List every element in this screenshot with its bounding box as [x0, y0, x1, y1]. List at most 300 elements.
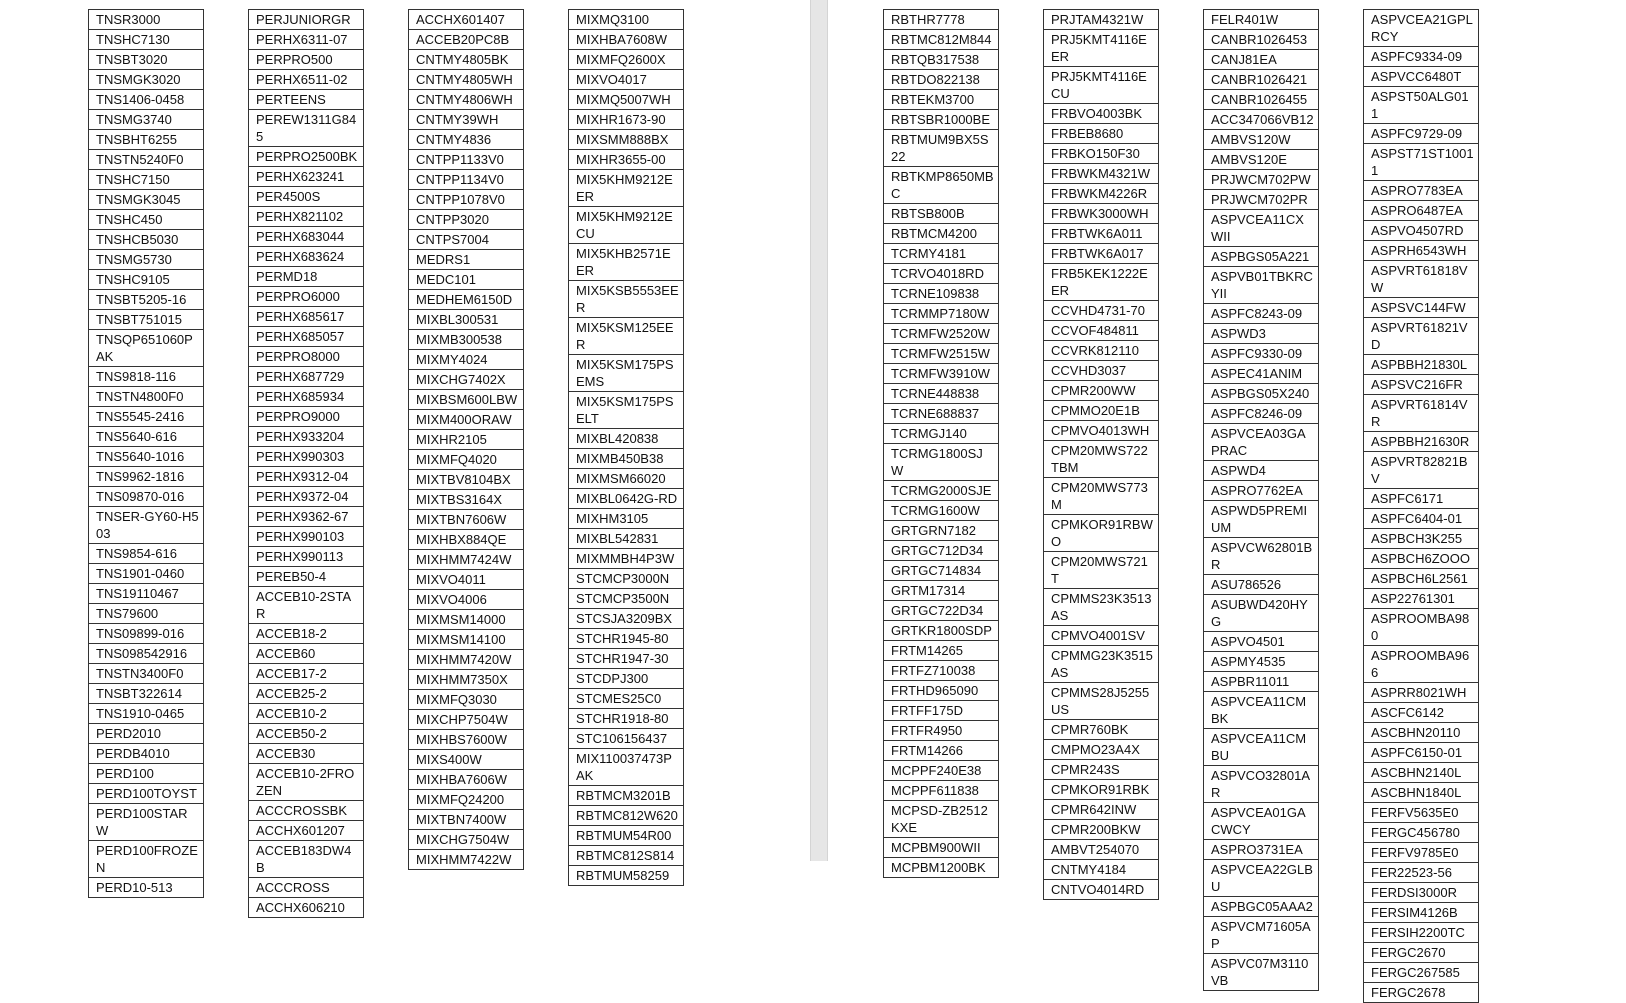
- table-row: [409, 30, 524, 50]
- table-row: [1204, 324, 1319, 344]
- table-row: [409, 510, 524, 530]
- code-cell: TCRMGJ140: [884, 424, 999, 444]
- table-row: [249, 247, 364, 267]
- code-column-3: [408, 9, 524, 870]
- code-cell: ASPBR11011: [1204, 672, 1319, 692]
- table-row: [569, 749, 684, 786]
- table-row: [409, 150, 524, 170]
- table-row: [1204, 575, 1319, 595]
- table-row: [569, 90, 684, 110]
- table-row: [884, 204, 999, 224]
- table-row: [1364, 703, 1479, 723]
- code-cell: CPMR200BKW: [1044, 820, 1159, 840]
- table-row: [409, 190, 524, 210]
- table-row: [409, 790, 524, 810]
- table-row: [1364, 47, 1479, 67]
- code-cell: TNSR3000: [89, 10, 204, 30]
- code-cell: TNS19110467: [89, 584, 204, 604]
- code-cell: ASPMY4535: [1204, 652, 1319, 672]
- table-row: [1044, 840, 1159, 860]
- table-row: [409, 610, 524, 630]
- table-row: [1364, 298, 1479, 318]
- code-cell: TCRMFW2515W: [884, 344, 999, 364]
- table-row: [884, 444, 999, 481]
- code-cell: MIXMQ3100: [569, 10, 684, 30]
- table-row: [1204, 424, 1319, 461]
- table-row: [1364, 803, 1479, 823]
- code-cell: MIXMSM66020: [569, 469, 684, 489]
- code-cell: CNTVO4014RD: [1044, 880, 1159, 900]
- table-row: [409, 650, 524, 670]
- code-cell: TNSBT5205-16: [89, 290, 204, 310]
- table-row: [409, 570, 524, 590]
- code-cell: TNSMGK3045: [89, 190, 204, 210]
- code-cell: ASPVCEA22GLBU: [1204, 860, 1319, 897]
- code-cell: PERHX990113: [249, 547, 364, 567]
- code-cell: STCHR1918-80: [569, 709, 684, 729]
- code-cell: PERHX6511-02: [249, 70, 364, 90]
- code-cell: FRTFR4950: [884, 721, 999, 741]
- table-row: [1364, 963, 1479, 983]
- code-cell: FRBKO150F30: [1044, 144, 1159, 164]
- code-cell: TNSHC450: [89, 210, 204, 230]
- table-row: [884, 344, 999, 364]
- table-row: [569, 846, 684, 866]
- code-cell: ASPVB01TBKRCYII: [1204, 267, 1319, 304]
- code-cell: RBTHR7778: [884, 10, 999, 30]
- table-row: [1044, 184, 1159, 204]
- table-row: [1044, 441, 1159, 478]
- code-cell: ASPFC6171: [1364, 489, 1479, 509]
- table-row: [569, 866, 684, 886]
- code-cell: MIXMFQ24200: [409, 790, 524, 810]
- table-row: [1044, 626, 1159, 646]
- code-cell: MIX5KSM175PSEMS: [569, 355, 684, 392]
- code-cell: TNS1406-0458: [89, 90, 204, 110]
- code-cell: CNTMY4836: [409, 130, 524, 150]
- code-cell: ACCCROSS: [249, 878, 364, 898]
- table-row: [409, 70, 524, 90]
- table-row: [1204, 481, 1319, 501]
- table-row: [1364, 395, 1479, 432]
- table-row: [249, 110, 364, 147]
- table-row: [89, 447, 204, 467]
- code-cell: PERD100: [89, 764, 204, 784]
- table-row: [884, 167, 999, 204]
- code-cell: ASPWD3: [1204, 324, 1319, 344]
- table-row: [1364, 783, 1479, 803]
- table-row: [884, 561, 999, 581]
- code-cell: CANJ81EA: [1204, 50, 1319, 70]
- table-row: [249, 801, 364, 821]
- table-row: [1204, 70, 1319, 90]
- table-row: [1204, 304, 1319, 324]
- code-cell: PERHX683624: [249, 247, 364, 267]
- code-cell: PERHX990103: [249, 527, 364, 547]
- table-row: [409, 810, 524, 830]
- table-row: [249, 447, 364, 467]
- table-row: [1204, 90, 1319, 110]
- table-row: [89, 467, 204, 487]
- code-cell: MIXBL0642G-RD: [569, 489, 684, 509]
- table-row: [1204, 247, 1319, 267]
- table-row: [1364, 983, 1479, 1003]
- code-cell: ACCHX601407: [409, 10, 524, 30]
- table-row: [249, 347, 364, 367]
- code-cell: ASPVO4507RD: [1364, 221, 1479, 241]
- code-cell: CMPMO23A4X: [1044, 740, 1159, 760]
- code-cell: CPMR642INW: [1044, 800, 1159, 820]
- code-cell: ASP22761301: [1364, 589, 1479, 609]
- table-row: [409, 550, 524, 570]
- table-row: [409, 10, 524, 30]
- table-row: [89, 841, 204, 878]
- code-cell: PER4500S: [249, 187, 364, 207]
- table-row: [1204, 344, 1319, 364]
- document-page-right: [828, 0, 1626, 1000]
- code-cell: PERHX990303: [249, 447, 364, 467]
- table-row: [1364, 763, 1479, 783]
- code-cell: MIXBL420838: [569, 429, 684, 449]
- table-row: [409, 730, 524, 750]
- code-cell: CPMMS28J5255US: [1044, 683, 1159, 720]
- table-row: [569, 150, 684, 170]
- table-row: [1204, 267, 1319, 304]
- code-cell: ASPFC6150-01: [1364, 743, 1479, 763]
- code-cell: PERHX9312-04: [249, 467, 364, 487]
- table-row: [409, 630, 524, 650]
- table-row: [884, 90, 999, 110]
- code-cell: TCRNE688837: [884, 404, 999, 424]
- code-cell: ASPROOMBA980: [1364, 609, 1479, 646]
- table-row: [569, 449, 684, 469]
- table-row: [249, 644, 364, 664]
- table-row: [1364, 375, 1479, 395]
- table-row: [884, 284, 999, 304]
- code-cell: MIX5KHM9212ECU: [569, 207, 684, 244]
- code-cell: ASPVCEA01GACWCY: [1204, 803, 1319, 840]
- table-row: [409, 290, 524, 310]
- code-cell: CCVHD4731-70: [1044, 301, 1159, 321]
- code-cell: FERGC2670: [1364, 943, 1479, 963]
- table-row: [249, 684, 364, 704]
- code-cell: TNSQP651060PAK: [89, 330, 204, 367]
- code-cell: FRTM14266: [884, 741, 999, 761]
- table-row: [884, 30, 999, 50]
- code-cell: MIXBL300531: [409, 310, 524, 330]
- table-row: [89, 584, 204, 604]
- code-cell: ASCBHN2140L: [1364, 763, 1479, 783]
- code-cell: TNSHC9105: [89, 270, 204, 290]
- table-row: [89, 684, 204, 704]
- code-cell: MIXMQ5007WH: [569, 90, 684, 110]
- code-cell: TNSER-GY60-H503: [89, 507, 204, 544]
- code-cell: TCRNE448838: [884, 384, 999, 404]
- table-row: [1364, 883, 1479, 903]
- table-row: [569, 244, 684, 281]
- table-row: [249, 207, 364, 227]
- code-cell: PERDB4010: [89, 744, 204, 764]
- table-row: [569, 629, 684, 649]
- code-cell: TCRMFW2520W: [884, 324, 999, 344]
- code-cell: TNSMG3740: [89, 110, 204, 130]
- code-cell: MIXMB450B38: [569, 449, 684, 469]
- code-cell: RBTMUM9BX5S22: [884, 130, 999, 167]
- code-cell: ASPVRT82821BV: [1364, 452, 1479, 489]
- code-cell: MEDHEM6150D: [409, 290, 524, 310]
- table-row: [249, 764, 364, 801]
- table-row: [249, 30, 364, 50]
- table-row: [1204, 729, 1319, 766]
- code-cell: TNS098542916: [89, 644, 204, 664]
- code-cell: CNTMY39WH: [409, 110, 524, 130]
- table-row: [249, 624, 364, 644]
- code-cell: AMBVS120W: [1204, 130, 1319, 150]
- code-cell: ACCEB30: [249, 744, 364, 764]
- code-cell: ACC347066VB12: [1204, 110, 1319, 130]
- code-cell: TNSMGK3020: [89, 70, 204, 90]
- table-row: [89, 407, 204, 427]
- table-row: [1204, 632, 1319, 652]
- code-cell: ASPRO6487EA: [1364, 201, 1479, 221]
- code-cell: ASPWD5PREMIUM: [1204, 501, 1319, 538]
- table-row: [884, 661, 999, 681]
- code-cell: TNS09899-016: [89, 624, 204, 644]
- table-row: [409, 90, 524, 110]
- table-row: [569, 729, 684, 749]
- table-row: [1204, 538, 1319, 575]
- code-cell: GRTGC714834: [884, 561, 999, 581]
- code-cell: TNS9962-1816: [89, 467, 204, 487]
- table-row: [89, 644, 204, 664]
- code-cell: RBTMUM54R00: [569, 826, 684, 846]
- code-cell: ASPVRT61818VW: [1364, 261, 1479, 298]
- code-cell: TNSBHT6255: [89, 130, 204, 150]
- table-row: [249, 841, 364, 878]
- code-cell: MIXHR3655-00: [569, 150, 684, 170]
- table-row: [884, 621, 999, 641]
- code-cell: TNSTN5240F0: [89, 150, 204, 170]
- code-cell: ASPBBH21830L: [1364, 355, 1479, 375]
- table-row: [409, 770, 524, 790]
- code-cell: STCMCP3500N: [569, 589, 684, 609]
- table-row: [569, 649, 684, 669]
- code-cell: ASPBGS05A221: [1204, 247, 1319, 267]
- code-cell: PERHX687729: [249, 367, 364, 387]
- table-row: [249, 664, 364, 684]
- table-row: [1044, 860, 1159, 880]
- table-row: [884, 424, 999, 444]
- code-cell: ASPVCW62801BR: [1204, 538, 1319, 575]
- code-cell: MIX5KSB5553EER: [569, 281, 684, 318]
- table-row: [89, 210, 204, 230]
- code-cell: MIXHR2105: [409, 430, 524, 450]
- table-row: [249, 387, 364, 407]
- table-row: [89, 150, 204, 170]
- code-cell: CPMR200WW: [1044, 381, 1159, 401]
- table-row: [1044, 381, 1159, 401]
- table-row: [1044, 552, 1159, 589]
- code-cell: ASPVCC6480T: [1364, 67, 1479, 87]
- code-cell: FERFV5635E0: [1364, 803, 1479, 823]
- table-row: [884, 581, 999, 601]
- code-cell: AMBVS120E: [1204, 150, 1319, 170]
- code-cell: RBTMC812W620: [569, 806, 684, 826]
- code-cell: CCVHD3037: [1044, 361, 1159, 381]
- table-row: [409, 450, 524, 470]
- code-cell: MIXCHG7504W: [409, 830, 524, 850]
- table-row: [1364, 923, 1479, 943]
- code-cell: MIXHM3105: [569, 509, 684, 529]
- code-cell: ASPRR8021WH: [1364, 683, 1479, 703]
- code-cell: MIXCHG7402X: [409, 370, 524, 390]
- code-cell: CPM20MWS721T: [1044, 552, 1159, 589]
- code-cell: PERD100STARW: [89, 804, 204, 841]
- code-cell: PERD2010: [89, 724, 204, 744]
- code-cell: MIXSMM888BX: [569, 130, 684, 150]
- code-cell: MIXMY4024: [409, 350, 524, 370]
- code-cell: ASPRO3731EA: [1204, 840, 1319, 860]
- code-cell: PERMD18: [249, 267, 364, 287]
- code-cell: MIXHMM7420W: [409, 650, 524, 670]
- table-row: [1204, 364, 1319, 384]
- table-row: [1364, 10, 1479, 47]
- table-row: [89, 170, 204, 190]
- code-cell: FERGC456780: [1364, 823, 1479, 843]
- code-cell: FERGC267585: [1364, 963, 1479, 983]
- code-cell: FRBWKM4321W: [1044, 164, 1159, 184]
- table-row: [1204, 954, 1319, 991]
- table-row: [884, 701, 999, 721]
- code-cell: MIX5KSM175PSELT: [569, 392, 684, 429]
- table-row: [1364, 509, 1479, 529]
- code-cell: FERSIH2200TC: [1364, 923, 1479, 943]
- code-cell: PERPRO500: [249, 50, 364, 70]
- table-row: [1364, 609, 1479, 646]
- code-cell: MIXM400ORAW: [409, 410, 524, 430]
- table-row: [409, 250, 524, 270]
- code-cell: MIXVO4006: [409, 590, 524, 610]
- table-row: [1044, 301, 1159, 321]
- table-row: [249, 187, 364, 207]
- code-cell: MIXTBN7606W: [409, 510, 524, 530]
- code-cell: TNS09870-016: [89, 487, 204, 507]
- table-row: [884, 264, 999, 284]
- table-row: [249, 507, 364, 527]
- table-row: [249, 898, 364, 918]
- table-row: [89, 70, 204, 90]
- table-row: [409, 490, 524, 510]
- code-cell: RBTQB317538: [884, 50, 999, 70]
- table-row: [409, 590, 524, 610]
- code-cell: FRBVO4003BK: [1044, 104, 1159, 124]
- table-row: [1364, 124, 1479, 144]
- code-cell: PERHX821102: [249, 207, 364, 227]
- code-cell: FRTM14265: [884, 641, 999, 661]
- code-cell: STCMES25C0: [569, 689, 684, 709]
- table-row: [1204, 860, 1319, 897]
- table-row: [249, 487, 364, 507]
- table-row: [1044, 780, 1159, 800]
- code-cell: RBTMUM58259: [569, 866, 684, 886]
- code-cell: FRTHD965090: [884, 681, 999, 701]
- code-cell: STCHR1947-30: [569, 649, 684, 669]
- code-cell: PERHX933204: [249, 427, 364, 447]
- code-cell: CNTPP1134V0: [409, 170, 524, 190]
- code-cell: FRBEB8680: [1044, 124, 1159, 144]
- table-row: [569, 355, 684, 392]
- table-row: [884, 384, 999, 404]
- code-cell: TNS1910-0465: [89, 704, 204, 724]
- table-row: [1364, 261, 1479, 298]
- table-row: [569, 549, 684, 569]
- table-row: [1044, 800, 1159, 820]
- code-cell: CNTPP1078V0: [409, 190, 524, 210]
- table-row: [89, 487, 204, 507]
- table-row: [89, 704, 204, 724]
- table-row: [89, 624, 204, 644]
- table-row: [409, 710, 524, 730]
- table-row: [569, 806, 684, 826]
- code-cell: ASPBCH3K255: [1364, 529, 1479, 549]
- table-row: [89, 507, 204, 544]
- code-cell: ASPRH6543WH: [1364, 241, 1479, 261]
- code-cell: MIXVO4017: [569, 70, 684, 90]
- table-row: [249, 407, 364, 427]
- table-row: [89, 110, 204, 130]
- code-cell: PERHX683044: [249, 227, 364, 247]
- code-cell: CCVOF484811: [1044, 321, 1159, 341]
- table-row: [1044, 361, 1159, 381]
- code-cell: TNSTN3400F0: [89, 664, 204, 684]
- code-cell: MCPSD-ZB2512KXE: [884, 801, 999, 838]
- code-cell: TNSTN4800F0: [89, 387, 204, 407]
- table-row: [569, 30, 684, 50]
- code-cell: TCRVO4018RD: [884, 264, 999, 284]
- code-cell: ASPFC6404-01: [1364, 509, 1479, 529]
- code-cell: MCPPF240E38: [884, 761, 999, 781]
- code-cell: ASPBBH21630R: [1364, 432, 1479, 452]
- table-row: [1044, 421, 1159, 441]
- table-row: [569, 130, 684, 150]
- table-row: [884, 224, 999, 244]
- code-cell: ASPVC07M3110VB: [1204, 954, 1319, 991]
- table-row: [409, 230, 524, 250]
- code-cell: ASPROOMBA966: [1364, 646, 1479, 683]
- table-row: [1044, 515, 1159, 552]
- code-cell: ACCCROSSBK: [249, 801, 364, 821]
- code-cell: ASPFC9729-09: [1364, 124, 1479, 144]
- code-cell: ASPWD4: [1204, 461, 1319, 481]
- code-cell: PERPRO2500BK: [249, 147, 364, 167]
- code-cell: CNTPS7004: [409, 230, 524, 250]
- code-cell: ASPVCM71605AP: [1204, 917, 1319, 954]
- table-row: [89, 564, 204, 584]
- table-row: [409, 110, 524, 130]
- code-cell: FRB5KEK1222EER: [1044, 264, 1159, 301]
- code-cell: ASPVCEA11CMBK: [1204, 692, 1319, 729]
- code-cell: ASPBCH6ZOOO: [1364, 549, 1479, 569]
- code-cell: RBTKMP8650MBC: [884, 167, 999, 204]
- code-cell: PERHX685617: [249, 307, 364, 327]
- table-row: [884, 838, 999, 858]
- code-cell: ASPFC9330-09: [1204, 344, 1319, 364]
- code-cell: TCRNE109838: [884, 284, 999, 304]
- code-cell: ACCEB18-2: [249, 624, 364, 644]
- code-cell: ASPRO7783EA: [1364, 181, 1479, 201]
- table-row: [89, 190, 204, 210]
- table-row: [884, 404, 999, 424]
